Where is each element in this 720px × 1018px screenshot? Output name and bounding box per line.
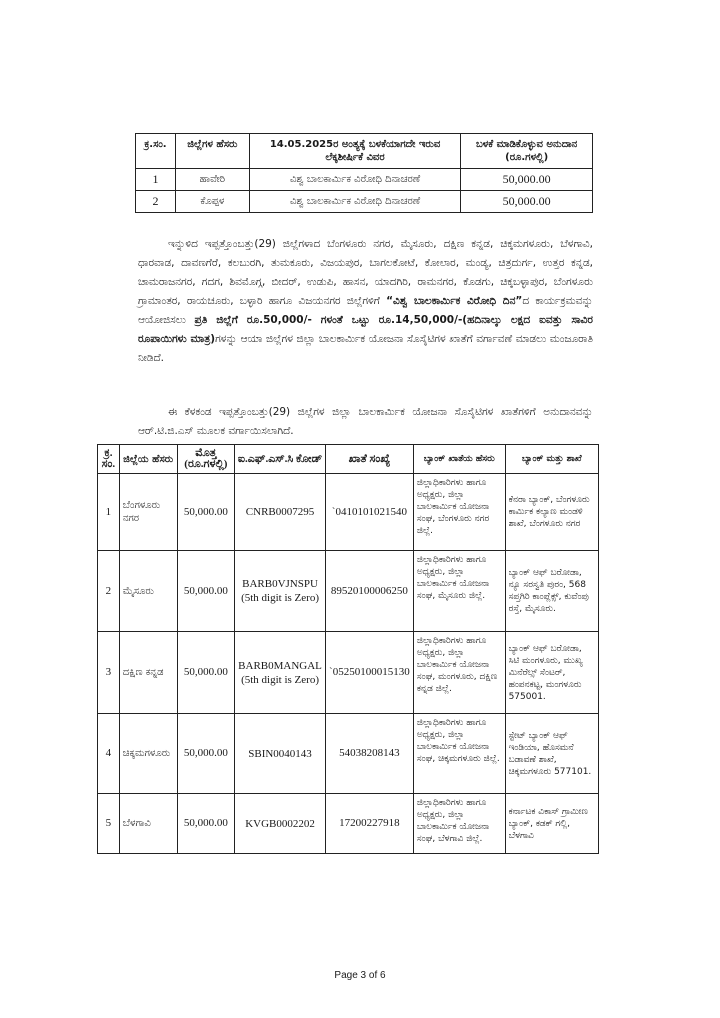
header-district: ಜಿಲ್ಲೆಗಳ ಹೆಸರು [175,134,249,169]
cell-district: ಹಾವೇರಿ [175,169,249,191]
cell-bank: ಬ್ಯಾಂಕ್ ಆಫ್ ಬರೋಡಾ, ಸಿಟಿ ಮಂಗಳೂರು, ಮುಖ್ಯ ಮಿನೆರೆಲ್ಸ್ ಸೆಂಟರ್, ಹಂಪನಕಟ್ಟ, ಮಂಗಳೂರು 575001. [505,632,598,714]
table-row [98,551,599,632]
cell-bank: ಸ್ಟೇಟ್ ಬ್ಯಾಂಕ್ ಆಫ್ ಇಂಡಿಯಾ, ಹೊಸಮನೆ ಬಡಾವಣೆ ಶಾಖೆ, ಚಿಕ್ಕಮಗಳೂರು 577101. [505,714,598,794]
table-row [136,169,593,191]
cell-ifsc [235,551,326,632]
header-sl: ಕ್ರ.ಸಂ. [136,134,176,169]
cell-account-name: ಜಿಲ್ಲಾಧಿಕಾರಿಗಳು ಹಾಗೂ ಅಧ್ಯಕ್ಷರು, ಜಿಲ್ಲಾ ಬಾಲಕಾರ್ಮಿಕ ಯೋಜನಾ ಸಂಘ, ಮಂಗಳೂರು, ದಕ್ಷಿಣ ಕನ್ನಡ ಜಿಲ್ಲೆ. [413,632,505,714]
cell-sl: 2 [98,551,120,632]
ifsc-code: BARB0VJNSPU [242,578,318,590]
cell-sl: 3 [98,632,120,714]
ifsc-code: KVGB0002202 [245,817,315,830]
page-number: Page 3 of 6 [334,970,386,981]
cell-amount: 50,000.00 [177,632,235,714]
cell-account-no: `0410101021540 [325,474,413,551]
header-grant: ಬಳಕೆ ಮಾಡಿಕೊಳ್ಳುವ ಅನುದಾನ (ರೂ.ಗಳಲ್ಲಿ) [461,134,593,169]
cell-head: ವಿಶ್ವ ಬಾಲಕಾರ್ಮಿಕ ವಿರೋಧಿ ದಿನಾಚರಣೆ [249,169,460,191]
cell-account-no: 89520100006250 [325,551,413,632]
table-row [98,714,599,794]
cell-district: ಬೆಂಗಳೂರು ನಗರ [119,474,177,551]
transfer-paragraph: ಈ ಕೆಳಕಂಡ ಇಪ್ಪತ್ತೊಂಬತ್ತು(29) ಜಿಲ್ಲೆಗಳ ಜಿಲ್ಲಾ ಬಾಲಕಾರ್ಮಿಕ ಯೋಜನಾ ಸೊಸೈಟಿಗಳ ಖಾತೆಗಳಿಗೆ ಅನುದಾನವನ್ನು ಆರ್.ಟಿ.ಜಿ.ಎಸ್ ಮೂಲಕ ವರ್ಗಾಯಿಸಲಾಗಿದೆ. [138,406,593,437]
table-row [98,474,599,551]
cell-district: ಚಿಕ್ಕಮಗಳೂರು [119,714,177,794]
sanction-paragraph [138,235,593,368]
cell-amount: 50,000.00 [177,794,235,854]
cell-sl: 2 [136,191,176,213]
header-amount: ಮೊತ್ತ (ರೂ.ಗಳಲ್ಲಿ) [177,445,235,474]
unused-grant-table [135,133,593,213]
cell-district: ದಕ್ಷಿಣ ಕನ್ನಡ [119,632,177,714]
cell-ifsc [235,714,326,794]
para1-text-a: ಇನ್ನುಳಿದ ಇಪ್ಪತ್ತೊಂಬತ್ತು(29) ಜಿಲ್ಲೆಗಳಾದ ಬೆಂಗಳೂರು ನಗರ, ಮೈಸೂರು, ದಕ್ಷಿಣ ಕನ್ನಡ, ಚಿಕ್ಕಮಗಳೂರು, ಬೆಳಗಾವಿ, ಧಾರವಾಡ, ದಾವಣಗೆರೆ, ಕಲಬುರಗಿ, ತುಮಕೂರು, ವಿಜಯಪುರ, ಬಾಗಲಕೋಟೆ, ಕೋಲಾರ, ಮಂಡ್ಯ, ಚಿತ್ರದುರ್ಗ, ಉತ್ತರ ಕನ್ನಡ, ಚಾಮರಾಜನಗರ, ಗದಗ, ಶಿವಮೊಗ್ಗ, ಬೀದರ್, ಉಡುಪಿ, ಹಾಸನ, ಯಾದಗಿರಿ, ರಾಮನಗರ, ಕೊಡಗು, ಚಿಕ್ಕಬಳ್ಳಾಪುರ, ಬೆಂಗಳೂರು ಗ್ರಾಮಾಂತರ, ರಾಯಚೂರು, ಬಳ್ಳಾರಿ ಹಾಗೂ ವಿಜಯನಗರ ಜಿಲ್ಲೆಗಳಿಗೆ [138,238,593,307]
cell-amount: 50,000.00 [461,191,593,213]
cell-district: ಮೈಸೂರು [119,551,177,632]
para1-text-e: ಗಳನ್ನು ಆಯಾ ಜಿಲ್ಲೆಗಳ ಜಿಲ್ಲಾ ಬಾಲಕಾರ್ಮಿಕ ಯೋಜನಾ ಸೊಸೈಟಿಗಳ ಖಾತೆಗೆ ವರ್ಗಾವಣೆ ಮಾಡಲು ಮಂಜೂರಾತಿ ನೀಡಿದೆ. [138,333,594,364]
ifsc-code: BARB0MANGAL [238,659,322,672]
cell-account-name: ಜಿಲ್ಲಾಧಿಕಾರಿಗಳು ಹಾಗೂ ಅಧ್ಯಕ್ಷರು, ಜಿಲ್ಲಾ ಬಾಲಕಾರ್ಮಿಕ ಯೋಜನಾ ಸಂಘ, ಬೆಂಗಳೂರು ನಗರ ಜಿಲ್ಲೆ. [413,474,505,551]
cell-amount: 50,000.00 [177,551,235,632]
header-ifsc: ಐ.ಎಫ್.ಎಸ್.ಸಿ ಕೋಡ್ [235,445,326,474]
header-account-no: ಖಾತೆ ಸಂಖ್ಯೆ [325,445,413,474]
cell-account-no: `05250100015130 [325,632,413,714]
header-account-name: ಬ್ಯಾಂಕ್ ಖಾತೆಯ ಹೆಸರು [413,445,505,474]
cell-sl: 5 [98,794,120,854]
cell-amount: 50,000.00 [177,474,235,551]
cell-ifsc [235,794,326,854]
table-row [98,794,599,854]
cell-bank: ಕೆನರಾ ಬ್ಯಾಂಕ್, ಬೆಂಗಳೂರು ಕಾರ್ಮಿಕ ಕಲ್ಯಾಣ ಮಂಡಳಿ ಶಾಖೆ, ಬೆಂಗಳೂರು ನಗರ [505,474,598,551]
para1-text-c: ದ ಕಾರ್ಯಕ್ರಮವನ್ನು ಆಯೋಜಿಸಲು [138,295,593,326]
table-row [98,632,599,714]
bank-details-table [97,444,599,854]
ifsc-note: (5th digit is Zero) [241,592,319,604]
table-row [136,191,593,213]
table-header-row [136,134,593,169]
cell-bank: ಕರ್ನಾಟಕ ವಿಕಾಸ್ ಗ್ರಾಮೀಣ ಬ್ಯಾಂಕ್, ಕಡಕ್ ಗಲ್ಲಿ, ಬೆಳಗಾವಿ [505,794,598,854]
cell-account-name: ಜಿಲ್ಲಾಧಿಕಾರಿಗಳು ಹಾಗೂ ಅಧ್ಯಕ್ಷರು, ಜಿಲ್ಲಾ ಬಾಲಕಾರ್ಮಿಕ ಯೋಜನಾ ಸಂಘ, ಮೈಸೂರು ಜಿಲ್ಲೆ. [413,551,505,632]
cell-account-name: ಜಿಲ್ಲಾಧಿಕಾರಿಗಳು ಹಾಗೂ ಅಧ್ಯಕ್ಷರು, ಜಿಲ್ಲಾ ಬಾಲಕಾರ್ಮಿಕ ಯೋಜನಾ ಸಂಘ, ಚಿಕ್ಕಮಗಳೂರು ಜಿಲ್ಲೆ. [413,714,505,794]
cell-ifsc [235,632,326,714]
cell-account-no: 54038208143 [325,714,413,794]
ifsc-note: (5th digit is Zero) [241,673,319,686]
para1-bold-d: ಪ್ರತಿ ಜಿಲ್ಲೆಗೆ ರೂ.50,000/- ಗಳಂತೆ ಒಟ್ಟು ರೂ.14,50,000/-(ಹದಿನಾಲ್ಕು ಲಕ್ಷದ ಐವತ್ತು ಸಾವಿರ ರೂಪಾಯಿಗಳು ಮಾತ್ರ) [138,314,593,345]
header-district: ಜಿಲ್ಲೆಯ ಹೆಸರು [119,445,177,474]
cell-district: ಬೆಳಗಾವಿ [119,794,177,854]
cell-sl: 1 [136,169,176,191]
header-sl: ಕ್ರ. ಸಂ. [98,445,120,474]
header-head-details: 14.05.2025ರ ಅಂತ್ಯಕ್ಕೆ ಬಳಕೆಯಾಗದೇ ಇರುವ ಲೆಕ್ಕಶೀರ್ಷಿಕೆ ವಿವರ [249,134,460,169]
cell-sl: 1 [98,474,120,551]
ifsc-code: SBIN0040143 [248,747,312,760]
table-header-row [98,445,599,474]
cell-district: ಕೊಪ್ಪಳ [175,191,249,213]
cell-amount: 50,000.00 [177,714,235,794]
para1-bold-b: “ವಿಶ್ವ ಬಾಲಕಾರ್ಮಿಕ ವಿರೋಧಿ ದಿನ” [386,295,523,307]
cell-sl: 4 [98,714,120,794]
cell-account-name: ಜಿಲ್ಲಾಧಿಕಾರಿಗಳು ಹಾಗೂ ಅಧ್ಯಕ್ಷರು, ಜಿಲ್ಲಾ ಬಾಲಕಾರ್ಮಿಕ ಯೋಜನಾ ಸಂಘ, ಬೆಳಗಾವಿ ಜಿಲ್ಲೆ. [413,794,505,854]
ifsc-code: CNRB0007295 [245,506,315,518]
cell-head: ವಿಶ್ವ ಬಾಲಕಾರ್ಮಿಕ ವಿರೋಧಿ ದಿನಾಚರಣೆ [249,191,460,213]
cell-account-no: 17200227918 [325,794,413,854]
cell-amount: 50,000.00 [461,169,593,191]
cell-ifsc [235,474,326,551]
cell-bank: ಬ್ಯಾಂಕ್ ಆಫ್ ಬರೋಡಾ, ನ್ಯೂ ಸರಸ್ವತಿ ಪುರಂ, 568 ಸಪ್ತಗಿರಿ ಕಾಂಪ್ಲೆಕ್ಸ್, ಕುವೆಂಪು ರಸ್ತೆ, ಮೈಸೂರು. [505,551,598,632]
header-bank: ಬ್ಯಾಂಕ್ ಮತ್ತು ಶಾಖೆ [505,445,598,474]
